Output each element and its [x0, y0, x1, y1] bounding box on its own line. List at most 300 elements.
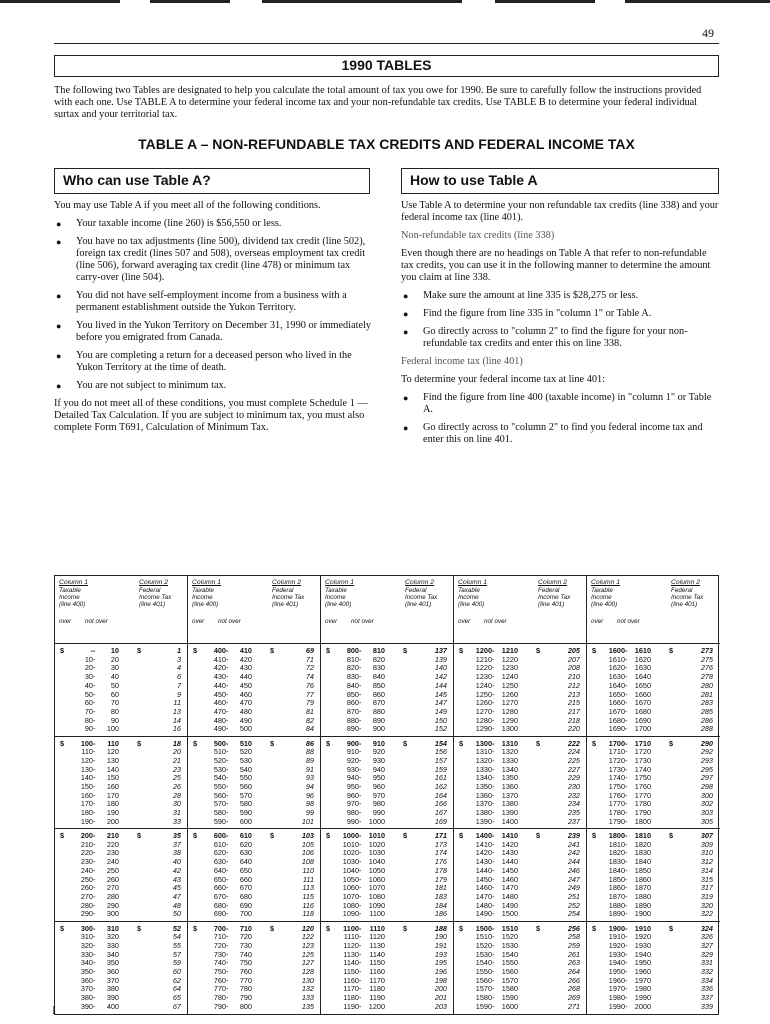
column-1-label: Income	[59, 594, 80, 601]
dash: -	[359, 958, 362, 968]
over-value: 950	[346, 782, 359, 791]
tax-value: 293	[700, 755, 713, 765]
not-over-value: 510	[239, 738, 252, 748]
tax-value: 45	[172, 883, 181, 893]
dash: -	[359, 706, 362, 716]
not-over-value: 1850	[634, 865, 651, 875]
dash: -	[359, 967, 362, 976]
dash: -	[625, 724, 628, 734]
not-over-value: 360	[106, 967, 119, 976]
top-rule	[262, 0, 462, 3]
table-row-group	[55, 829, 187, 922]
tax-value: 1	[176, 646, 181, 655]
over-value: 1260	[475, 698, 492, 708]
over-not-over-labels	[192, 618, 268, 625]
tax-value: 152	[434, 724, 447, 734]
not-over-value: 1560	[501, 967, 518, 976]
not-over-value: 290	[106, 900, 119, 910]
credits-paragraph: Even though there are no headings on Table A that refer to non-refundable tax credits, you can use it in the following manner to determine the amount you claim at line 338.	[401, 248, 711, 283]
table-row	[321, 893, 453, 902]
over-value: 1220	[475, 663, 492, 673]
table-row	[321, 783, 453, 792]
over-value: 560	[213, 790, 226, 800]
tax-value: 86	[305, 738, 314, 748]
not-over-value: 440	[239, 672, 252, 682]
table-row	[188, 682, 320, 691]
dollar-sign: $	[403, 831, 408, 840]
tax-value: 275	[700, 654, 713, 664]
tax-value: 26	[172, 782, 181, 791]
table-row	[321, 985, 453, 994]
over-value: 350	[80, 967, 93, 976]
table-row	[454, 985, 586, 994]
not-over-value: 1730	[634, 755, 651, 765]
over-value: 1300	[475, 738, 492, 748]
dash: -	[492, 848, 495, 858]
dash: -	[226, 848, 229, 858]
tax-value: 31	[172, 808, 181, 818]
over-value: 1770	[608, 799, 625, 809]
tax-value: 69	[305, 646, 314, 655]
table-row	[188, 849, 320, 858]
footer-mark: I	[52, 1003, 56, 1017]
table-row	[321, 717, 453, 726]
not-over-value: 650	[239, 865, 252, 875]
dash: -	[226, 706, 229, 716]
over-value: 1210	[475, 654, 492, 664]
over-value: 150	[80, 782, 93, 791]
not-over-value: 800	[239, 1001, 252, 1011]
not-over-value: 390	[106, 993, 119, 1003]
table-row	[188, 740, 320, 749]
over-value: -	[90, 646, 93, 655]
over-value: 410	[213, 654, 226, 664]
table-row	[321, 774, 453, 783]
tax-value: 183	[434, 891, 447, 901]
tax-value: 37	[172, 839, 181, 849]
over-value: 1860	[608, 883, 625, 893]
column-1-label: (line 400)	[591, 601, 618, 608]
over-value: 1430	[475, 857, 492, 867]
dash: -	[492, 698, 495, 708]
table-row	[454, 800, 586, 809]
not-over-value: 1590	[501, 993, 518, 1003]
over-value: 1950	[608, 967, 625, 976]
not-over-value: 1240	[501, 672, 518, 682]
table-row-group	[454, 644, 586, 737]
not-over-value: 1750	[634, 773, 651, 783]
dash: -	[93, 839, 96, 849]
dash: -	[625, 865, 628, 875]
table-row	[188, 691, 320, 700]
not-over-value: 310	[106, 923, 119, 933]
column-2-header	[139, 579, 187, 608]
dash: -	[359, 654, 362, 664]
over-value: 1520	[475, 940, 492, 950]
dollar-sign: $	[270, 831, 275, 840]
not-over-value: 130	[106, 755, 119, 765]
over-value: 1140	[343, 958, 359, 968]
intro-paragraph: The following two Tables are designated to help you calculate the total amount of tax you owe for 1990. Be sure to carefully follow the instructions provided with each one. Use TABLE A to determine your federal income tax and your non-refundable tax credits. Use TABLE B to determine your federal individual surtax and your territorial tax.	[54, 85, 702, 120]
not-over-value: 1070	[368, 883, 385, 893]
table-row	[321, 942, 453, 951]
table-row	[321, 664, 453, 673]
tax-value: 40	[172, 857, 181, 867]
dash: -	[492, 816, 495, 826]
table-row	[454, 766, 586, 775]
dash: -	[625, 689, 628, 699]
list-item: ● Your taxable income (line 260) is $56,550 or less.	[54, 218, 376, 230]
not-over-value: 470	[239, 698, 252, 708]
tax-value: 244	[567, 857, 580, 867]
not-over-value: 1300	[501, 724, 518, 734]
not-over-value: 160	[106, 782, 119, 791]
tax-value: 334	[700, 975, 713, 985]
table-row	[321, 725, 453, 734]
column-header	[321, 576, 453, 644]
not-over-value: 1840	[634, 857, 651, 867]
over-value: 580	[213, 808, 226, 818]
table-row	[321, 902, 453, 911]
not-over-value: 1330	[501, 755, 518, 765]
not-over-value: 540	[239, 764, 252, 774]
income-tax-steps	[401, 392, 719, 446]
dash: -	[226, 1001, 229, 1011]
tax-value: 164	[434, 790, 447, 800]
dash: -	[359, 874, 362, 884]
tax-value: 59	[172, 958, 181, 968]
dash: -	[359, 689, 362, 699]
tax-value: 43	[172, 874, 181, 884]
tax-value: 317	[700, 883, 713, 893]
over-value: 230	[80, 857, 93, 867]
over-value: 1940	[608, 958, 625, 968]
dash: -	[625, 1001, 628, 1011]
tax-value: 320	[700, 900, 713, 910]
dash: -	[226, 949, 229, 959]
tax-value: 33	[172, 816, 181, 826]
table-row	[321, 691, 453, 700]
not-over-value: 850	[372, 680, 385, 690]
table-column	[321, 576, 454, 1014]
tax-value: 327	[700, 940, 713, 950]
over-value: 190	[80, 816, 93, 826]
table-row	[55, 740, 187, 749]
dollar-sign: $	[60, 923, 65, 933]
over-value: 1700	[608, 738, 625, 748]
over-value: 1600	[608, 646, 625, 655]
table-row-group	[454, 829, 586, 922]
over-value: 1640	[608, 680, 625, 690]
dash: -	[226, 698, 229, 708]
tax-value: 103	[301, 831, 314, 840]
table-row	[188, 699, 320, 708]
dash: -	[359, 848, 362, 858]
table-row	[454, 884, 586, 893]
table-row	[454, 682, 586, 691]
tax-value: 54	[172, 932, 181, 942]
table-row	[188, 766, 320, 775]
over-value: 1580	[475, 993, 492, 1003]
dash: -	[93, 790, 96, 800]
over-value: 1570	[475, 984, 492, 994]
not-over-value: 970	[372, 790, 385, 800]
tax-value: 96	[305, 790, 314, 800]
table-row	[454, 893, 586, 902]
tax-value: 251	[567, 891, 580, 901]
table-row	[454, 809, 586, 818]
column-1-label: Income	[192, 594, 213, 601]
table-row-group	[188, 644, 320, 737]
table-row	[454, 858, 586, 867]
not-over-value: 1820	[634, 839, 651, 849]
dollar-sign: $	[536, 646, 541, 655]
dash: -	[226, 672, 229, 682]
tax-value: 118	[302, 909, 314, 919]
over-value: 1440	[475, 865, 492, 875]
tax-value: 207	[567, 654, 580, 664]
table-row	[321, 708, 453, 717]
over-not-over-labels	[458, 618, 534, 625]
not-over-value: 1580	[501, 984, 518, 994]
not-over-value: 1170	[369, 975, 385, 985]
tax-value: 339	[700, 1001, 713, 1011]
not-over-value: 260	[106, 874, 119, 884]
dash: -	[492, 891, 495, 901]
dash: -	[93, 940, 96, 950]
dollar-sign: $	[326, 646, 331, 655]
table-row	[454, 664, 586, 673]
over-value: 990	[346, 816, 359, 826]
dollar-sign: $	[137, 831, 142, 840]
table-a-title: TABLE A – NON-REFUNDABLE TAX CREDITS AND FEDERAL INCOME TAX	[138, 136, 635, 152]
column-2-label: Federal	[671, 587, 693, 594]
over-value: 1080	[342, 900, 359, 910]
over-value: 1010	[342, 839, 359, 849]
dash: -	[226, 900, 229, 910]
table-row	[188, 867, 320, 876]
over-value: 100	[80, 738, 93, 748]
tax-value: 47	[172, 891, 181, 901]
tax-value: 181	[434, 883, 447, 893]
over-value: 40	[84, 680, 93, 690]
column-2-title: Column 2	[671, 579, 701, 586]
not-over-value: 1260	[501, 689, 518, 699]
not-over-value: 810	[372, 646, 385, 655]
over-value: 1690	[608, 724, 625, 734]
list-item: ● Find the figure from line 400 (taxable income) in "column 1" or Table A.	[401, 392, 719, 416]
column-2-label: (line 401)	[139, 601, 166, 608]
table-row	[454, 748, 586, 757]
not-over-value: 530	[239, 755, 252, 765]
not-over-value: 1020	[368, 839, 385, 849]
table-row-group	[454, 737, 586, 830]
over-value: 1550	[475, 967, 492, 976]
table-row	[454, 902, 586, 911]
tax-value: 309	[700, 839, 713, 849]
table-row-group	[188, 922, 320, 1015]
tax-value: 133	[301, 993, 314, 1003]
dollar-sign: $	[459, 646, 464, 655]
dash: -	[226, 790, 229, 800]
tax-value: 201	[434, 993, 447, 1003]
dash: -	[492, 646, 495, 655]
tax-value: 200	[434, 984, 447, 994]
table-row	[55, 968, 187, 977]
dash: -	[93, 848, 96, 858]
table-row	[454, 876, 586, 885]
tax-value: 9	[176, 689, 181, 699]
table-row-group	[587, 829, 720, 922]
tax-value: 76	[305, 680, 314, 690]
table-row	[188, 884, 320, 893]
tax-value: 217	[567, 706, 580, 716]
column-1-header	[325, 579, 399, 608]
dash: -	[226, 932, 229, 942]
table-row	[55, 977, 187, 986]
not-over-value: 1930	[634, 940, 651, 950]
dollar-sign: $	[459, 738, 464, 748]
over-value: 170	[80, 799, 93, 809]
tax-value: 266	[567, 975, 580, 985]
over-value: 80	[84, 715, 93, 725]
over-value: 1890	[608, 909, 625, 919]
dash: -	[625, 654, 628, 664]
dash: -	[226, 993, 229, 1003]
dash: -	[359, 747, 362, 757]
tax-value: 173	[434, 839, 447, 849]
over-label: over	[325, 618, 338, 625]
over-value: 1560	[475, 975, 492, 985]
over-value: 20	[84, 663, 93, 673]
table-row	[321, 849, 453, 858]
dash: -	[492, 808, 495, 818]
table-row	[55, 849, 187, 858]
not-over-value: 480	[239, 706, 252, 716]
table-row	[321, 959, 453, 968]
over-value: 530	[213, 764, 226, 774]
tax-value: 258	[567, 932, 580, 942]
not-over-value: 690	[239, 900, 252, 910]
over-value: 430	[213, 672, 226, 682]
dash: -	[625, 940, 628, 950]
tax-value: 332	[700, 967, 713, 976]
table-row	[188, 832, 320, 841]
tax-value: 3	[176, 654, 181, 664]
column-2-label: Income Tax	[405, 594, 438, 601]
table-row	[55, 656, 187, 665]
not-over-value: 1520	[501, 932, 518, 942]
table-column	[188, 576, 321, 1014]
over-value: 730	[213, 949, 226, 959]
over-value: 1050	[342, 874, 359, 884]
not-over-value: 1630	[634, 663, 651, 673]
dash: -	[359, 865, 362, 875]
dash: -	[492, 932, 495, 942]
dash: -	[93, 900, 96, 910]
not-over-label: not over	[617, 618, 640, 625]
over-value: 1750	[608, 782, 625, 791]
column-header	[188, 576, 320, 644]
over-value: 900	[346, 738, 359, 748]
over-value: 1370	[475, 799, 492, 809]
over-value: 570	[213, 799, 226, 809]
table-row	[55, 867, 187, 876]
tax-value: 191	[434, 940, 447, 950]
over-value: 770	[213, 984, 226, 994]
tax-value: 203	[434, 1001, 447, 1011]
column-2-header	[405, 579, 453, 608]
tax-value: 135	[301, 1001, 314, 1011]
over-value: 140	[80, 773, 93, 783]
column-1-label: (line 400)	[458, 601, 485, 608]
not-over-value: 620	[239, 839, 252, 849]
table-row-group	[55, 922, 187, 1015]
table-row	[321, 748, 453, 757]
tax-value: 174	[434, 848, 447, 858]
dash: -	[359, 764, 362, 774]
tax-value: 166	[434, 799, 447, 809]
tax-value: 108	[301, 857, 314, 867]
dash: -	[93, 755, 96, 765]
table-row	[188, 942, 320, 951]
table-column	[454, 576, 587, 1014]
not-over-value: 1670	[634, 698, 651, 708]
over-value: 460	[213, 698, 226, 708]
not-over-value: 710	[239, 923, 252, 933]
over-value: 760	[213, 975, 226, 985]
tax-value: 337	[700, 993, 713, 1003]
column-1-title: Column 1	[458, 579, 488, 586]
table-row	[321, 968, 453, 977]
table-row	[454, 647, 586, 656]
over-value: 1760	[608, 790, 625, 800]
table-row	[454, 832, 586, 841]
table-row	[55, 647, 187, 656]
not-over-value: 330	[106, 940, 119, 950]
not-over-value: 60	[110, 689, 119, 699]
over-value: 1340	[475, 773, 492, 783]
table-row	[188, 994, 320, 1003]
over-value: 30	[84, 672, 93, 682]
column-2-label: (line 401)	[272, 601, 299, 608]
dash: -	[492, 1001, 495, 1011]
dash: -	[492, 883, 495, 893]
table-row	[55, 818, 187, 827]
tax-value: 13	[172, 706, 181, 716]
not-over-value: 1250	[501, 680, 518, 690]
not-over-value: 1470	[501, 883, 518, 893]
over-value: 180	[80, 808, 93, 818]
dash: -	[226, 831, 229, 840]
table-row	[454, 783, 586, 792]
tax-value: 315	[700, 874, 713, 884]
over-value: 980	[346, 808, 359, 818]
dollar-sign: $	[592, 738, 597, 748]
over-value: 1960	[608, 975, 625, 985]
table-row	[321, 884, 453, 893]
dash: -	[359, 857, 362, 867]
not-over-value: 1050	[368, 865, 385, 875]
over-value: 780	[213, 993, 226, 1003]
dash: -	[625, 738, 628, 748]
over-value: 1850	[608, 874, 625, 884]
dash: -	[226, 773, 229, 783]
tax-value: 156	[434, 747, 447, 757]
not-over-value: 1510	[501, 923, 518, 933]
tax-value: 268	[567, 984, 580, 994]
conditions-list	[54, 218, 376, 392]
